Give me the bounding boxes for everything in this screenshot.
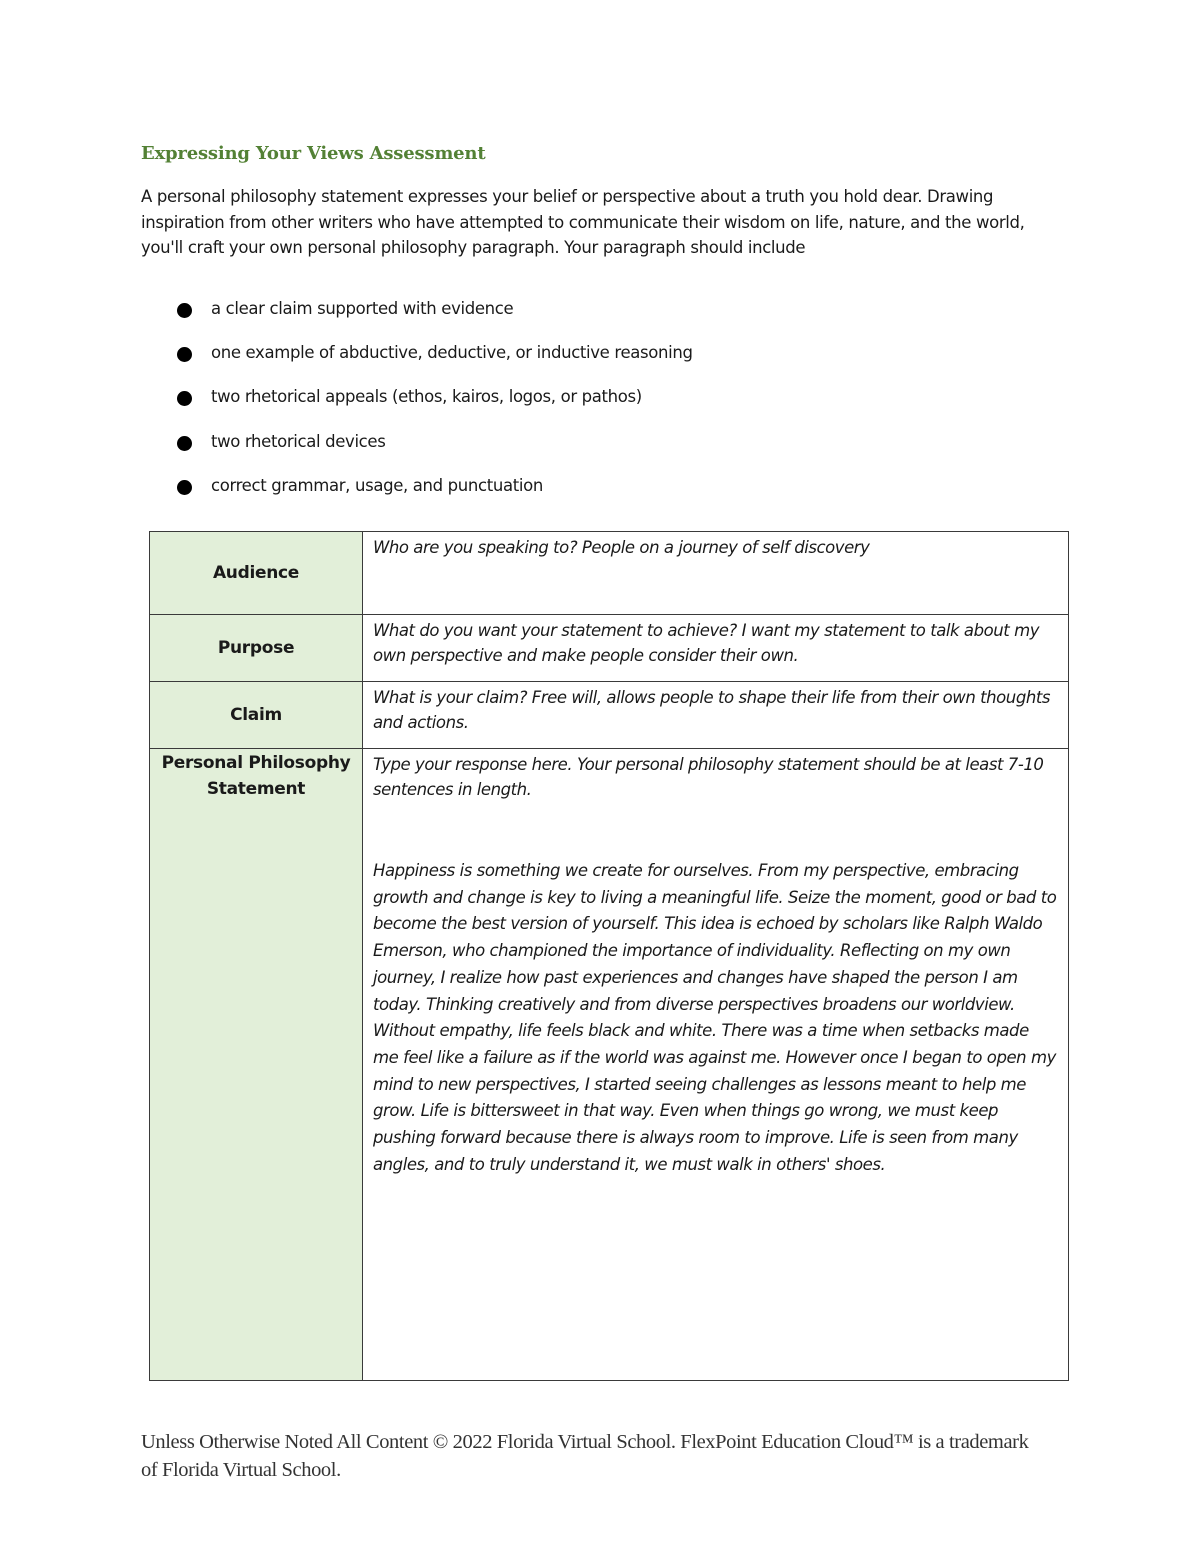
page-title: Expressing Your Views Assessment bbox=[141, 143, 486, 164]
audience-label: Audience bbox=[150, 532, 363, 615]
requirement-text: two rhetorical devices bbox=[211, 431, 386, 451]
table-row-audience bbox=[150, 532, 1069, 615]
audience-response[interactable]: Who are you speaking to? People on a journey of self discovery bbox=[363, 532, 1069, 615]
list-item bbox=[176, 473, 693, 517]
table-row-purpose bbox=[150, 615, 1069, 682]
purpose-label: Purpose bbox=[150, 615, 363, 682]
list-item bbox=[176, 429, 693, 473]
requirements-list bbox=[176, 296, 693, 517]
statement-response-cell[interactable] bbox=[363, 749, 1069, 1381]
bullet-icon bbox=[177, 303, 192, 318]
list-item bbox=[176, 384, 693, 428]
statement-prompt: Type your response here. Your personal philosophy statement should be at least 7-10 sentences in length. bbox=[373, 755, 1044, 799]
bullet-icon bbox=[177, 436, 192, 451]
claim-label: Claim bbox=[150, 682, 363, 749]
bullet-icon bbox=[177, 347, 192, 362]
claim-response[interactable]: What is your claim? Free will, allows people to shape their life from their own thoughts and actions. bbox=[363, 682, 1069, 749]
list-item bbox=[176, 340, 693, 384]
assessment-table bbox=[149, 531, 1069, 1381]
statement-label: Personal Philosophy Statement bbox=[150, 749, 363, 1381]
copyright-footer: Unless Otherwise Noted All Content © 2022 Florida Virtual School. FlexPoint Education Cloud™ is a trademark of Florida Virtual School. bbox=[141, 1431, 1029, 1481]
bullet-icon bbox=[177, 391, 192, 406]
statement-response[interactable]: Happiness is something we create for ourselves. From my perspective, embracing growth and change is key to living a meaningful life. Seize the moment, good or bad to become the best version of yourself. This idea is echoed by scholars like Ralph Waldo Emerson, who championed the importance of individuality. Reflecting on my own journey, I realize how past experiences and changes have shaped the person I am today. Thinking creatively and from diverse perspectives broadens our worldview. Without empathy, life feels black and white. There was a time when setbacks made me feel like a failure as if the world was against me. However once I began to open my mind to new perspectives, I started seeing challenges as lessons meant to help me grow. Life is bittersweet in that way. Even when things go wrong, we must keep pushing forward because there is always room to improve. Life is seen from many angles, and to truly understand it, we must walk in others' shoes. bbox=[373, 861, 1057, 1174]
purpose-response[interactable]: What do you want your statement to achieve? I want my statement to talk about my own perspective and make people consider their own. bbox=[363, 615, 1069, 682]
requirement-text: correct grammar, usage, and punctuation bbox=[211, 475, 543, 495]
bullet-icon bbox=[177, 480, 192, 495]
requirement-text: two rhetorical appeals (ethos, kairos, logos, or pathos) bbox=[211, 387, 642, 407]
list-item bbox=[176, 296, 693, 340]
intro-paragraph: A personal philosophy statement expresses your belief or perspective about a truth you hold dear. Drawing inspiration from other writers who have attempted to communicate their wisdom on life, nature, and the world, you'll craft your own personal philosophy paragraph. Your paragraph should include bbox=[141, 187, 1025, 257]
requirement-text: one example of abductive, deductive, or inductive reasoning bbox=[211, 343, 693, 363]
table-row-claim bbox=[150, 682, 1069, 749]
table-row-statement bbox=[150, 749, 1069, 1381]
requirement-text: a clear claim supported with evidence bbox=[211, 299, 514, 318]
